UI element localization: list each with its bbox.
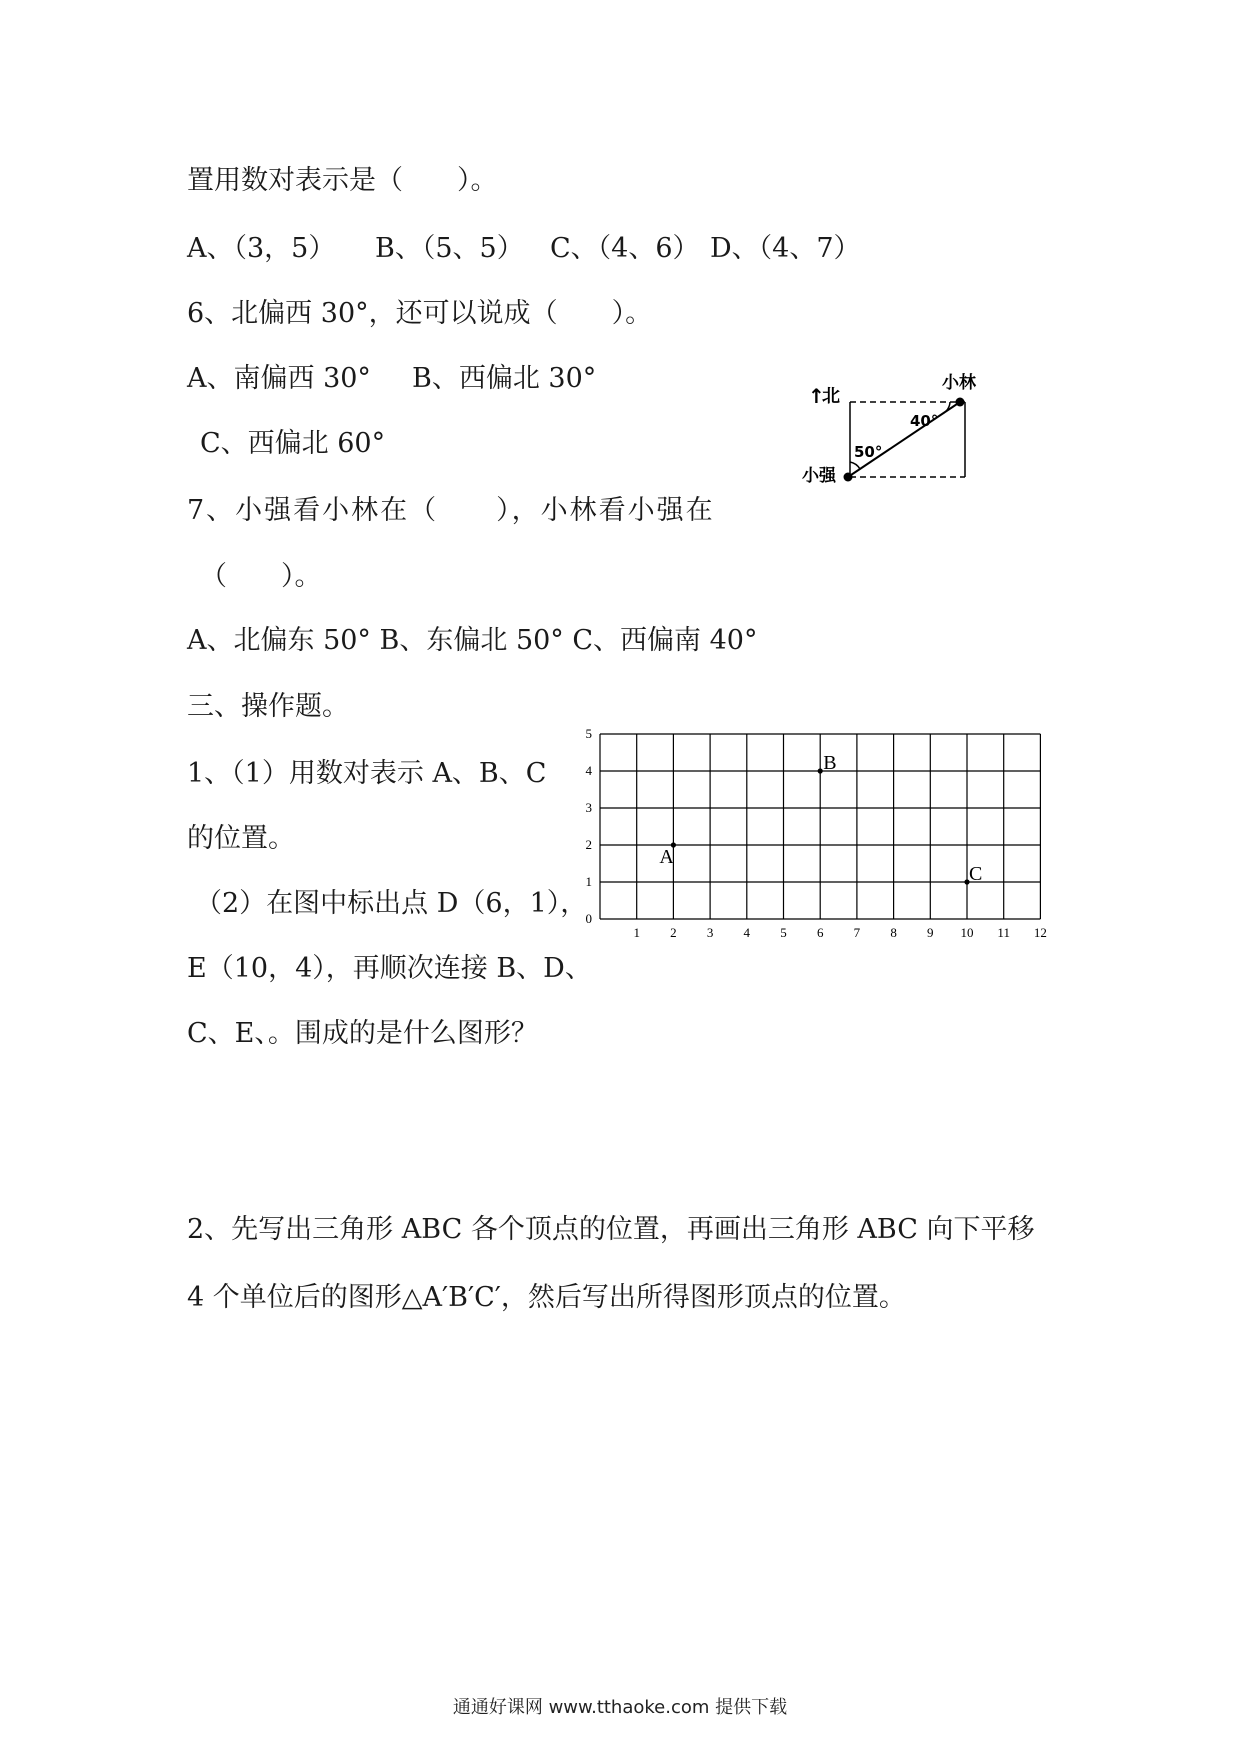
- north-label: 北: [822, 386, 840, 407]
- q6-stem: 6、北偏西 30°，还可以说成（ ）。: [187, 298, 653, 329]
- x-tick-label: 12: [1033, 925, 1047, 940]
- q7-stem-cont: （ ）。: [200, 561, 322, 592]
- q5-option-a: A、（3，5）: [187, 233, 336, 264]
- y-tick-label: 3: [585, 800, 592, 815]
- point-b-label: B: [823, 752, 837, 774]
- x-tick-label: 5: [780, 925, 787, 940]
- xiaoqiang-label: 小强: [802, 466, 836, 486]
- x-tick-label: 7: [853, 925, 861, 940]
- q5-option-d: D、（4、7）: [710, 233, 861, 264]
- xiaoqiang-point: [844, 473, 853, 482]
- q5-option-c: C、（4、6）: [550, 233, 700, 264]
- section-3-title: 三、操作题。: [187, 691, 349, 722]
- x-tick-label: 11: [997, 925, 1010, 940]
- op2-line1: 2、先写出三角形 ABC 各个顶点的位置，再画出三角形 ABC 向下平移: [187, 1214, 1035, 1245]
- direction-diagram: [800, 372, 985, 497]
- angle-50-label: 50°: [854, 443, 883, 461]
- q5-option-b: B、（5、5）: [375, 233, 524, 264]
- footer-source: 通通好课网 www.tthaoke.com 提供下载: [452, 1697, 788, 1718]
- x-tick-label: 8: [890, 925, 897, 940]
- coordinate-grid: [580, 726, 1060, 954]
- y-tick-label: 4: [585, 763, 592, 778]
- x-tick-label: 1: [633, 925, 640, 940]
- x-tick-label: 4: [743, 925, 751, 940]
- x-tick-label: 3: [706, 925, 714, 940]
- x-tick-label: 9: [927, 925, 934, 940]
- xiaolin-point: [956, 398, 965, 407]
- y-tick-label: 2: [585, 837, 592, 852]
- q6-option-c: C、西偏北 60°: [200, 428, 386, 459]
- x-tick-label: 2: [670, 925, 677, 940]
- op2-line2: 4 个单位后的图形△A′B′C′，然后写出所得图形顶点的位置。: [187, 1282, 906, 1313]
- q5-tail: 置用数对表示是（ ）。: [187, 165, 498, 196]
- y-tick-label: 5: [585, 726, 592, 741]
- point-a-label: A: [659, 846, 674, 868]
- q6-option-b: B、西偏北 30°: [412, 363, 597, 394]
- point-b: [818, 768, 823, 773]
- op1-line4: E（10，4），再顺次连接 B、D、: [187, 953, 592, 984]
- op1-line2: 的位置。: [187, 823, 295, 854]
- xiaolin-label: 小林: [942, 373, 976, 393]
- angle-40-label: 40°: [910, 412, 939, 430]
- q7-options: A、北偏东 50° B、东偏北 50° C、西偏南 40°: [187, 625, 758, 656]
- north-arrow-icon: ↑: [808, 384, 825, 408]
- q7-stem: 7、小强看小林在（ ），小林看小强在: [187, 495, 715, 526]
- op1-line5: C、E、。围成的是什么图形？: [187, 1018, 538, 1049]
- point-c-label: C: [969, 863, 983, 885]
- q6-option-a: A、南偏西 30°: [187, 363, 371, 394]
- angle-arc-50: [850, 462, 860, 469]
- op1-line1: 1、（1）用数对表示 A、B、C: [187, 758, 547, 789]
- x-tick-label: 10: [960, 925, 974, 940]
- y-tick-label: 1: [585, 874, 592, 889]
- x-tick-label: 6: [816, 925, 824, 940]
- y-tick-label: 0: [585, 911, 592, 926]
- op1-line3: （2）在图中标出点 D（6，1），: [195, 888, 588, 919]
